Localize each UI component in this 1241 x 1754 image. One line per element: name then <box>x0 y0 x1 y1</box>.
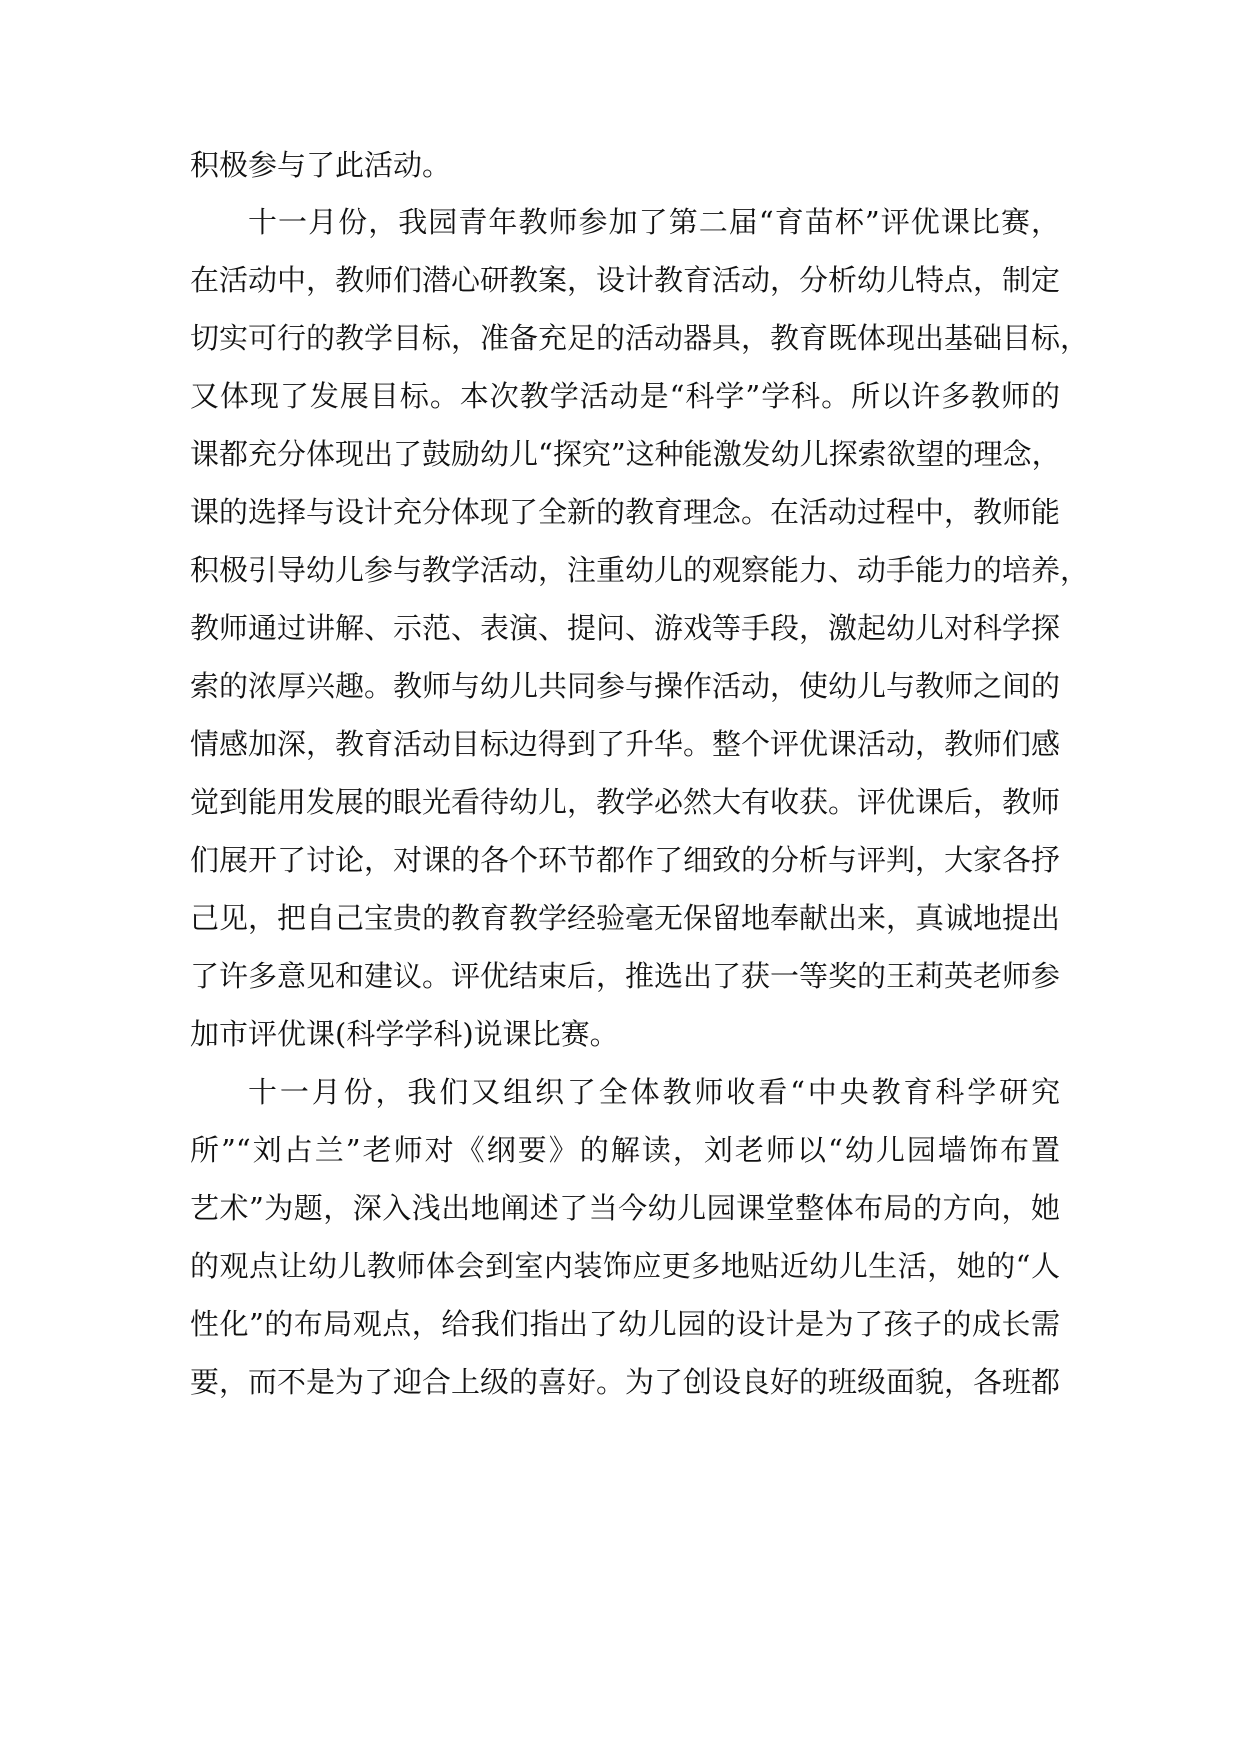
text-line: 切实可行的教学目标，准备充足的活动器具，教育既体现出基础目标， <box>190 321 1090 355</box>
text-line: 艺术”为题，深入浅出地阐述了当今幼儿园课堂整体布局的方向，她 <box>190 1191 1060 1225</box>
text-line: 课的选择与设计充分体现了全新的教育理念。在活动过程中，教师能 <box>190 495 1061 529</box>
text-line: 己见，把自己宝贵的教育教学经验毫无保留地奉献出来，真诚地提出 <box>190 901 1061 935</box>
text-line: 们展开了讨论，对课的各个环节都作了细致的分析与评判，大家各抒 <box>190 843 1061 877</box>
text-line: 索的浓厚兴趣。教师与幼儿共同参与操作活动，使幼儿与教师之间的 <box>190 669 1061 703</box>
text-line: 又体现了发展目标。本次教学活动是“科学”学科。所以许多教师的 <box>190 379 1060 413</box>
paragraph-first-line: 十一月份，我园青年教师参加了第二届“育苗杯”评优课比赛， <box>248 205 1060 239</box>
text-line: 情感加深，教育活动目标边得到了升华。整个评优课活动，教师们感 <box>190 727 1061 761</box>
text-line: 积极参与了此活动。 <box>190 148 452 182</box>
text-line: 觉到能用发展的眼光看待幼儿，教学必然大有收获。评优课后，教师 <box>190 785 1061 819</box>
text-line: 积极引导幼儿参与教学活动，注重幼儿的观察能力、动手能力的培养， <box>190 553 1090 587</box>
text-line: 所”“刘占兰”老师对《纲要》的解读，刘老师以“幼儿园墙饰布置 <box>190 1133 1060 1167</box>
text-line: 性化”的布局观点，给我们指出了幼儿园的设计是为了孩子的成长需 <box>190 1307 1060 1341</box>
text-line: 要，而不是为了迎合上级的喜好。为了创设良好的班级面貌，各班都 <box>190 1365 1061 1399</box>
text-line: 在活动中，教师们潜心研教案，设计教育活动，分析幼儿特点，制定 <box>190 263 1061 297</box>
paragraph-first-line: 十一月份，我们又组织了全体教师收看“中央教育科学研究 <box>248 1075 1060 1109</box>
text-line: 的观点让幼儿教师体会到室内装饰应更多地贴近幼儿生活，她的“人 <box>190 1249 1060 1283</box>
text-line: 了许多意见和建议。评优结束后，推选出了获一等奖的王莉英老师参 <box>190 959 1061 993</box>
text-line: 课都充分体现出了鼓励幼儿“探究”这种能激发幼儿探索欲望的理念， <box>190 437 1061 471</box>
text-line: 加市评优课(科学学科)说课比赛。 <box>190 1017 619 1051</box>
text-line: 教师通过讲解、示范、表演、提问、游戏等手段，激起幼儿对科学探 <box>190 611 1061 645</box>
